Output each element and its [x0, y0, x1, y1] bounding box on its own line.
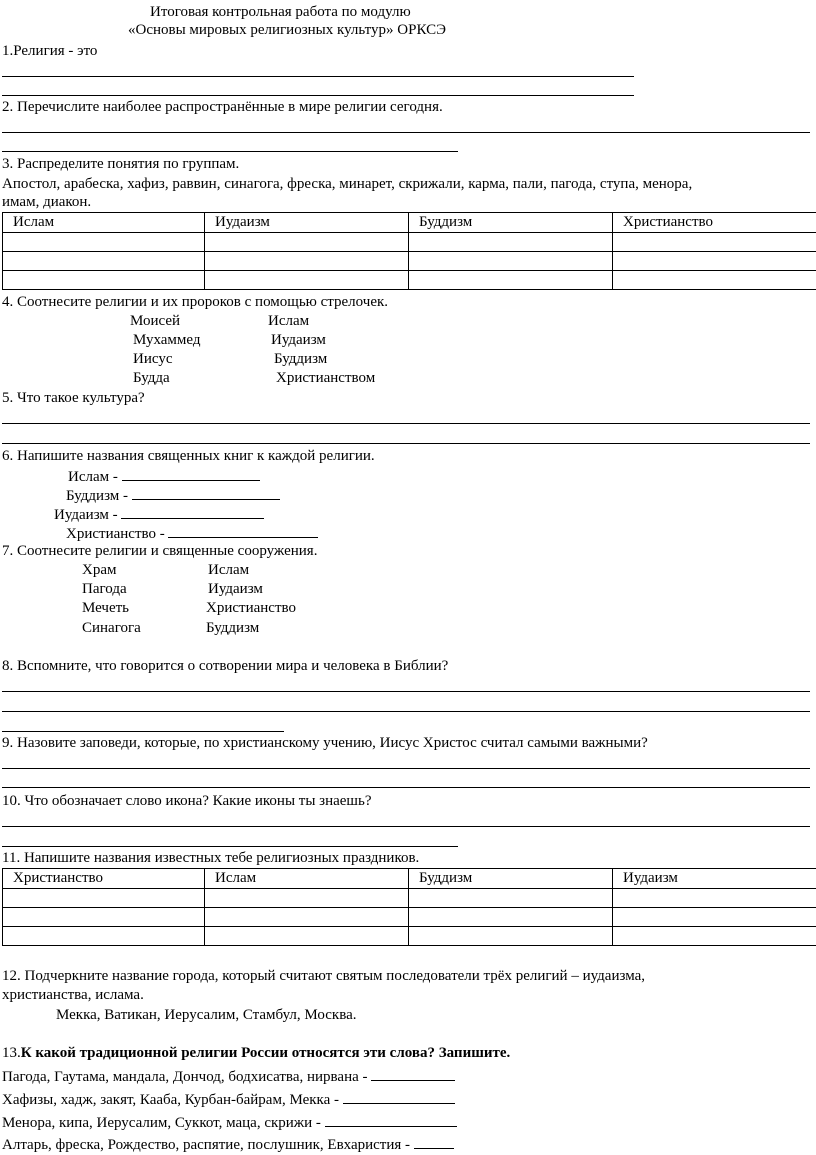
- table-header-buddhism: Буддизм: [409, 213, 613, 233]
- question-9: 9. Назовите заповеди, которые, по христианскому учению, Иисус Христос считал самыми важными?: [2, 735, 648, 751]
- sacred-book-item: Христианство -: [66, 523, 318, 543]
- match-right-item: Иудаизм: [208, 581, 263, 597]
- table-header-islam: Ислам: [3, 213, 205, 233]
- match-left-item: Пагода: [82, 581, 127, 597]
- question-3-terms: Апостол, арабеска, хафиз, раввин, синагога, фреска, минарет, скрижали, карма, пали, пагода, ступа, менора,: [2, 176, 693, 192]
- table-header-christianity: Христианство: [3, 869, 205, 889]
- table-cell[interactable]: [3, 271, 205, 290]
- question-3-terms: имам, диакон.: [2, 194, 92, 210]
- question-12: 12. Подчеркните название города, который считают святым последователи трёх религий – иудаизма,: [2, 968, 645, 984]
- question-8: 8. Вспомните, что говорится о сотворении мира и человека в Библии?: [2, 658, 449, 674]
- match-left-item: Храм: [82, 562, 117, 578]
- match-right-item: Ислам: [208, 562, 250, 578]
- answer-line[interactable]: [2, 826, 810, 827]
- match-right-item: Христианство: [206, 600, 296, 616]
- match-right-item: Иудаизм: [271, 332, 326, 348]
- match-right-item: Буддизм: [274, 351, 328, 367]
- table-cell[interactable]: [409, 252, 613, 271]
- match-right-item: Буддизм: [206, 620, 260, 636]
- answer-line[interactable]: [2, 443, 810, 444]
- table-cell[interactable]: [205, 908, 409, 927]
- table-cell[interactable]: [3, 908, 205, 927]
- word-group-item: Менора, кипа, Иерусалим, Суккот, маца, скрижи -: [2, 1112, 457, 1132]
- table-cell[interactable]: [613, 927, 816, 946]
- question-5: 5. Что такое культура?: [2, 390, 145, 406]
- question-7: 7. Соотнесите религии и священные сооружения.: [2, 543, 318, 559]
- word-group-item: Алтарь, фреска, Рождество, распятие, послушник, Евхаристия -: [2, 1134, 454, 1154]
- question-11: 11. Напишите названия известных тебе религиозных праздников.: [2, 850, 420, 866]
- answer-blank[interactable]: [132, 485, 280, 500]
- question-4: 4. Соотнесите религии и их пророков с помощью стрелочек.: [2, 294, 389, 310]
- table-cell[interactable]: [409, 233, 613, 252]
- table-header-buddhism: Буддизм: [409, 869, 613, 889]
- table-header-judaism: Иудаизм: [613, 869, 816, 889]
- answer-line[interactable]: [2, 423, 810, 424]
- table-cell[interactable]: [613, 908, 816, 927]
- answer-line[interactable]: [2, 691, 810, 692]
- answer-blank[interactable]: [122, 466, 260, 481]
- title-line-2: «Основы мировых религиозных культур» ОРКСЭ: [128, 22, 446, 38]
- question-10: 10. Что обозначает слово икона? Какие иконы ты знаешь?: [2, 793, 372, 809]
- answer-blank[interactable]: [371, 1066, 455, 1081]
- answer-blank[interactable]: [414, 1134, 454, 1149]
- question-2: 2. Перечислите наиболее распространённые в мире религии сегодня.: [2, 99, 443, 115]
- answer-line[interactable]: [2, 768, 810, 769]
- table-cell[interactable]: [205, 271, 409, 290]
- match-left-item: Моисей: [130, 313, 181, 329]
- answer-line[interactable]: [2, 132, 810, 133]
- table-cell[interactable]: [3, 252, 205, 271]
- table-cell[interactable]: [3, 889, 205, 908]
- table-cell[interactable]: [613, 271, 816, 290]
- answer-blank[interactable]: [168, 523, 318, 538]
- table-cell[interactable]: [613, 889, 816, 908]
- table-cell[interactable]: [409, 271, 613, 290]
- answer-blank[interactable]: [325, 1112, 457, 1127]
- holidays-table: [2, 868, 816, 946]
- answer-blank[interactable]: [121, 504, 264, 519]
- answer-line[interactable]: [2, 731, 284, 732]
- question-13: 13.К какой традиционной религии России относятся эти слова? Запишите.: [2, 1045, 511, 1061]
- title-line-1: Итоговая контрольная работа по модулю: [150, 4, 411, 20]
- match-left-item: Мухаммед: [133, 332, 201, 348]
- answer-line[interactable]: [2, 76, 634, 77]
- table-cell[interactable]: [205, 252, 409, 271]
- sacred-book-item: Ислам -: [68, 466, 260, 486]
- answer-blank[interactable]: [343, 1089, 455, 1104]
- table-cell[interactable]: [409, 927, 613, 946]
- sacred-book-item: Иудаизм -: [54, 504, 264, 524]
- sacred-book-item: Буддизм -: [66, 485, 280, 505]
- answer-line[interactable]: [2, 711, 810, 712]
- word-group-item: Хафизы, хадж, закят, Кааба, Курбан-байрам, Мекка -: [2, 1089, 455, 1109]
- match-left-item: Мечеть: [82, 600, 130, 616]
- table-cell[interactable]: [613, 233, 816, 252]
- table-cell[interactable]: [205, 233, 409, 252]
- question-3: 3. Распределите понятия по группам.: [2, 156, 240, 172]
- table-cell[interactable]: [3, 233, 205, 252]
- religion-terms-table: [2, 212, 816, 290]
- question-12-continued: христианства, ислама.: [2, 987, 144, 1003]
- match-left-item: Синагога: [82, 620, 141, 636]
- table-cell[interactable]: [409, 908, 613, 927]
- question-6: 6. Напишите названия священных книг к каждой религии.: [2, 448, 375, 464]
- table-header-judaism: Иудаизм: [205, 213, 409, 233]
- city-list[interactable]: Мекка, Ватикан, Иерусалим, Стамбул, Москва.: [56, 1007, 357, 1023]
- word-group-item: Пагода, Гаутама, мандала, Дончод, бодхисатва, нирвана -: [2, 1066, 455, 1086]
- answer-line[interactable]: [2, 846, 458, 847]
- match-left-item: Будда: [133, 370, 170, 386]
- answer-line[interactable]: [2, 95, 634, 96]
- answer-line[interactable]: [2, 787, 810, 788]
- table-cell[interactable]: [409, 889, 613, 908]
- table-cell[interactable]: [205, 889, 409, 908]
- table-cell[interactable]: [205, 927, 409, 946]
- table-cell[interactable]: [3, 927, 205, 946]
- match-right-item: Христианством: [276, 370, 376, 386]
- match-left-item: Иисус: [133, 351, 173, 367]
- match-right-item: Ислам: [268, 313, 310, 329]
- table-header-islam: Ислам: [205, 869, 409, 889]
- answer-line[interactable]: [2, 151, 458, 152]
- table-cell[interactable]: [613, 252, 816, 271]
- table-header-christianity: Христианство: [613, 213, 816, 233]
- question-1: 1.Религия - это: [2, 43, 98, 59]
